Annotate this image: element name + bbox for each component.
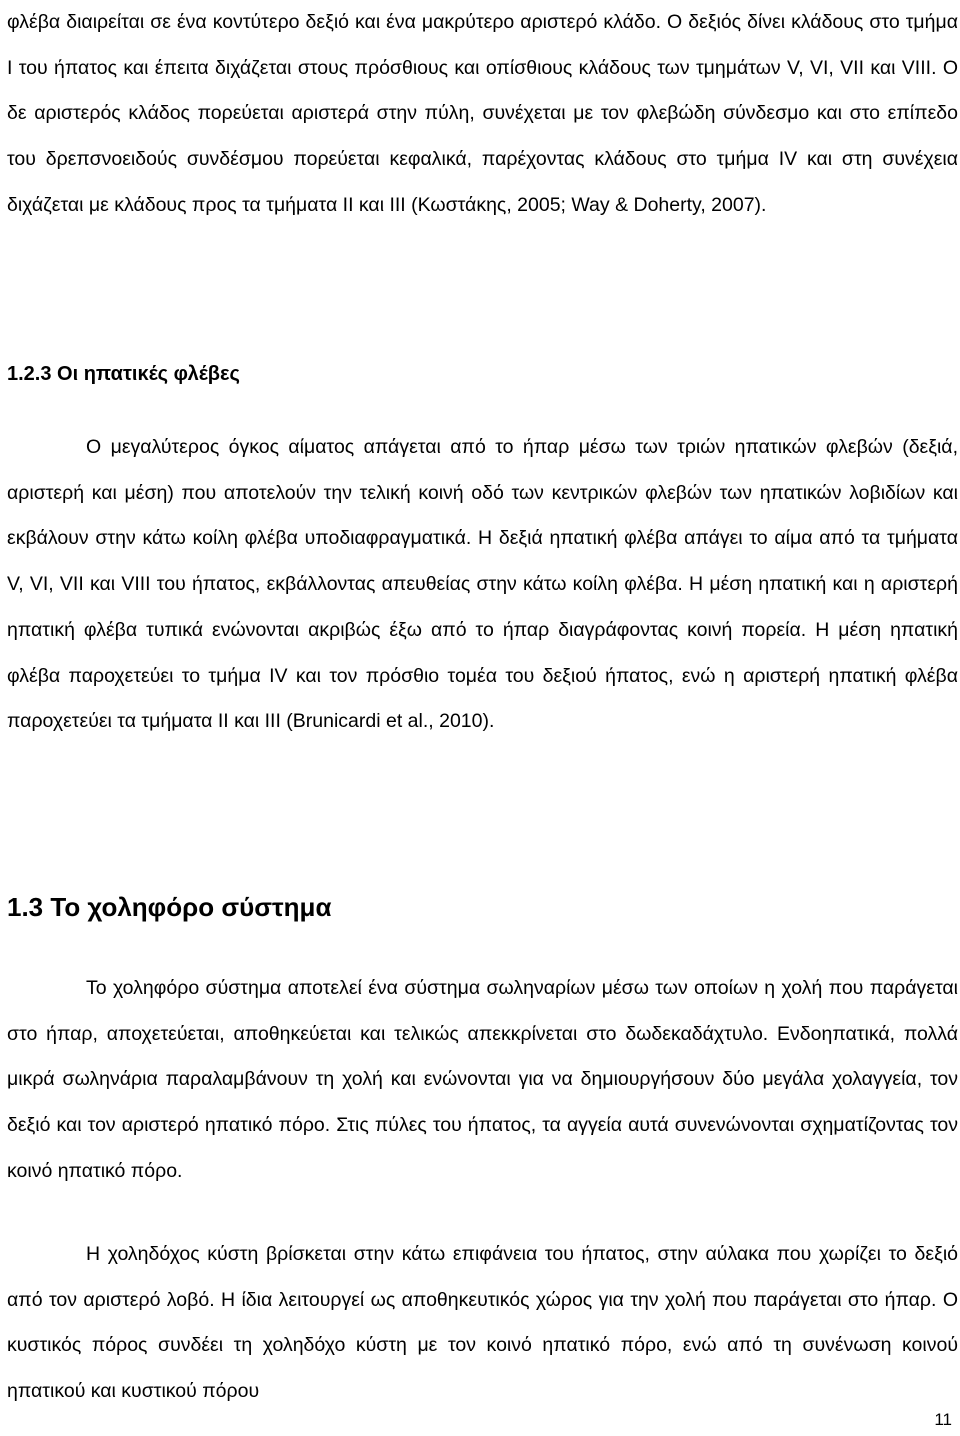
paragraph-block-hepatic-veins bbox=[7, 425, 958, 745]
paragraph-portal-vein-branches: φλέβα διαιρείται σε ένα κοντύτερο δεξιό και ένα μακρύτερο αριστερό κλάδο. Ο δεξιός δίνει κλάδους στο τμήμα I του ήπατος και έπειτα διχάζεται στους πρόσθιους και οπίσθιους κλάδους των τμημάτων V, VI, VII και VIII. Ο δε αριστερός κλάδος πορεύεται αριστερά στην πύλη, συνέχεται με τον φλεβώδη σύνδεσμο και στο επίπεδο του δρεπσνοειδούς συνδέσμου πορεύεται κεφαλικά, παρέχοντας κλάδους στο τμήμα IV και στη συνέχεια διχάζεται με κλάδους προς τα τμήματα II και III (Κωστάκης, 2005; Way & Doherty, 2007). bbox=[7, 11, 958, 216]
paragraph-block-portal-vein bbox=[7, 0, 958, 229]
paragraph-block-gallbladder bbox=[7, 1232, 958, 1415]
section-heading-biliary-system: 1.3 Το χοληφόρο σύστημα bbox=[7, 892, 332, 922]
page-number: 11 bbox=[934, 1410, 952, 1429]
paragraph-block-biliary-system bbox=[7, 966, 958, 1195]
paragraph-hepatic-veins: Ο μεγαλύτερος όγκος αίματος απάγεται από το ήπαρ μέσω των τριών ηπατικών φλεβών (δεξιά, αριστερή και μέση) που αποτελούν την τελική κοινή οδό των κεντρικών φλεβών των ηπατικών λοβιδίων και εκβάλουν στην κάτω κοίλη φλέβα υποδιαφραγματικά. Η δεξιά ηπατική φλέβα απάγει το αίμα από τα τμήματα V, VI, VII και VIII του ήπατος, εκβάλλοντας απευθείας στην κάτω κοίλη φλέβα. Η μέση ηπατική και η αριστερή ηπατική φλέβα τυπικά ενώνονται ακριβώς έξω από το ήπαρ διαγράφοντας κοινή πορεία. Η μέση ηπατική φλέβα παροχετεύει το τμήμα IV και τον πρόσθιο τομέα του δεξιού ήπατος, ενώ η αριστερή ηπατική φλέβα παροχετεύει τα τμήματα II και III (Brunicardi et al., 2010). bbox=[7, 436, 958, 733]
paragraph-gallbladder: Η χοληδόχος κύστη βρίσκεται στην κάτω επιφάνεια του ήπατος, στην αύλακα που χωρίζει το δεξιό από τον αριστερό λοβό. Η ίδια λειτουργεί ως αποθηκευτικός χώρος για την χολή που παράγεται στο ήπαρ. Ο κυστικός πόρος συνδέει τη χοληδόχο κύστη με τον κοινό ηπατικό πόρο, ενώ από τη συνένωση κοινού ηπατικού και κυστικού πόρου bbox=[7, 1243, 958, 1403]
paragraph-biliary-system: Το χοληφόρο σύστημα αποτελεί ένα σύστημα σωληναρίων μέσω των οποίων η χολή που παράγεται στο ήπαρ, αποχετεύεται, αποθηκεύεται και τελικώς απεκκρίνεται στο δωδεκαδάχτυλο. Ενδοηπατικά, πολλά μικρά σωληνάρια παραλαμβάνουν τη χολή και ενώνονται για να δημιουργήσουν δύο μεγάλα χολαγγεία, τον δεξιό και τον αριστερό ηπατικό πόρο. Στις πύλες του ήπατος, τα αγγεία αυτά συνενώνονται σχηματίζοντας τον κοινό ηπατικό πόρο. bbox=[7, 977, 958, 1182]
section-heading-hepatic-veins: 1.2.3 Οι ηπατικές φλέβες bbox=[7, 363, 240, 385]
